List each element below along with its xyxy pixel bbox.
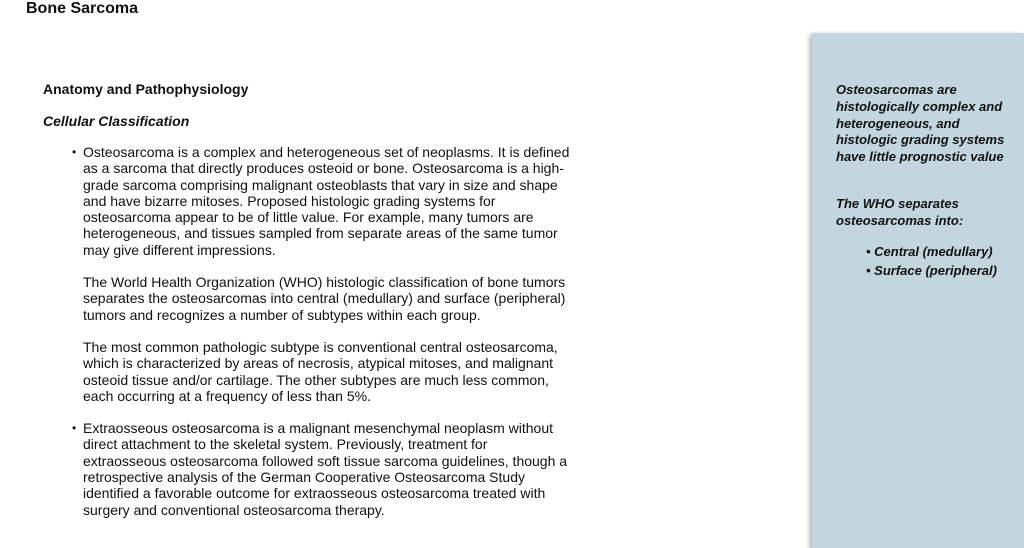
bullet-marker: •	[72, 145, 77, 159]
sidebar-list	[866, 243, 997, 280]
main-content	[43, 80, 583, 518]
bullet-osteosarcoma	[72, 144, 573, 404]
sidebar-callout: Osteosarcomas are histologically complex and heterogeneous, and histologic grading systems have little prognostic value	[836, 82, 1005, 165]
bullet-extraosseous	[72, 420, 573, 518]
paragraph: The most common pathologic subtype is conventional central osteosarcoma, which is characterized by areas of necrosis, atypical mitoses, and malignant osteoid tissue and/or cartilage. The other subtypes are much less common, each occurring at a frequency of less than 5%.	[83, 338, 558, 404]
subsection-heading: Cellular Classification	[43, 113, 190, 129]
sidebar-list-item: • Central (medullary)	[866, 244, 993, 259]
paragraph: The World Health Organization (WHO) histologic classification of bone tumors separates the osteosarcomas into central (medullary) and surface (peripheral) tumors and recognizes a number of subtypes within each group.	[83, 274, 566, 323]
sidebar-callout: The WHO separates osteosarcomas into:	[836, 196, 964, 228]
slide-title: Bone Sarcoma	[26, 0, 139, 17]
paragraph: Extraosseous osteosarcoma is a malignant mesenchymal neoplasm without direct attachment to the skeletal system. Previously, treatment for extraosseous osteosarcoma followed soft tissue sarcoma guidelines, though a retrospective analysis of the German Cooperative Osteosarcoma Study identified a favorable outcome for extraosseous osteosarcoma treated with surgery and conventional osteosarcoma therapy.	[83, 420, 568, 518]
sidebar-list-item: • Surface (peripheral)	[866, 262, 997, 278]
key-points-sidebar	[812, 33, 1024, 548]
paragraph: Osteosarcoma is a complex and heterogeneous set of neoplasms. It is defined as a sarcoma that directly produces osteoid or bone. Osteosarcoma is a high-grade sarcoma comprising malignant osteoblasts that vary in size and shape and have bizarre mitoses. Proposed histologic grading systems for osteosarcoma appear to be of little value. For example, many tumors are heterogeneous, and tissues sampled from separate areas of the same tumor may give different impressions.	[83, 144, 570, 258]
section-heading: Anatomy and Pathophysiology	[43, 81, 249, 97]
bullet-marker: •	[72, 421, 77, 436]
